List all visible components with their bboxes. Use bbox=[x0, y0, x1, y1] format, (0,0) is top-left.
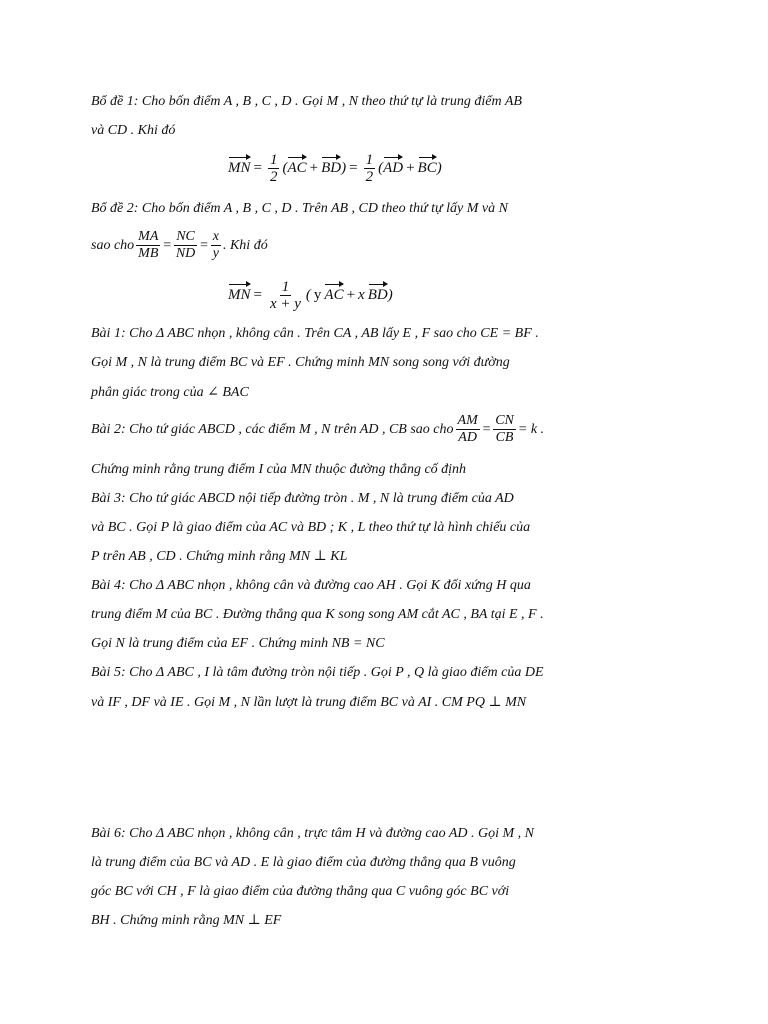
fraction-numerator: AM bbox=[457, 413, 478, 428]
lemma2-line2-pre: sao cho bbox=[91, 237, 135, 253]
bai1-line3: phân giác trong của ∠ BAC bbox=[91, 385, 249, 400]
vector-ac: AC bbox=[324, 287, 344, 303]
fraction-half bbox=[364, 152, 376, 185]
bai4-line3: Gọi N là trung điểm của EF . Chứng minh NB = NC bbox=[91, 636, 385, 651]
lemma1-line1: Bổ đề 1: Cho bốn điểm A , B , C , D . Gọi M , N theo thứ tự là trung điểm AB bbox=[91, 94, 522, 109]
bai1-line1: Bài 1: Cho Δ ABC nhọn , không cân . Trên CA , AB lấy E , F sao cho CE = BF . bbox=[91, 326, 539, 341]
lemma2-line2 bbox=[91, 229, 268, 262]
coefficient-y: y bbox=[313, 287, 322, 303]
bai2-line1-pre: Bài 2: Cho tứ giác ABCD , các điểm M , N trên AD , CB sao cho bbox=[91, 421, 454, 437]
fraction-numerator: x bbox=[212, 229, 219, 244]
lemma2-equation bbox=[228, 279, 393, 312]
fraction-denominator: 2 bbox=[269, 169, 278, 185]
paren-close: ) bbox=[387, 287, 393, 303]
fraction-denominator: y bbox=[212, 246, 219, 261]
paren-open: ( bbox=[305, 287, 311, 303]
fraction-ma-mb bbox=[136, 229, 160, 262]
equals-sign: = bbox=[162, 237, 172, 253]
fraction-one-over-x-plus-y bbox=[268, 279, 303, 312]
bai3-line2: và BC . Gọi P là giao điểm của AC và BD ; K , L theo thứ tự là hình chiếu của bbox=[91, 520, 531, 535]
vector-bd: BD bbox=[367, 287, 388, 303]
vector-ac: AC bbox=[287, 160, 307, 176]
bai3-line3: P trên AB , CD . Chứng minh rằng MN ⊥ KL bbox=[91, 549, 348, 564]
lemma2-line2-post: . Khi đó bbox=[222, 237, 268, 253]
vector-bc: BC bbox=[417, 160, 437, 176]
equals-sign: = bbox=[253, 287, 262, 303]
lemma1-equation bbox=[228, 152, 442, 185]
vector-mn: MN bbox=[228, 287, 251, 303]
fraction-denominator: CB bbox=[495, 430, 514, 445]
fraction-denominator: MB bbox=[138, 246, 159, 261]
plus-sign: + bbox=[346, 287, 356, 303]
fraction-denominator: AD bbox=[458, 430, 477, 445]
lemma1-line2: và CD . Khi đó bbox=[91, 123, 176, 138]
fraction-denominator: ND bbox=[175, 246, 196, 261]
vector-ad: AD bbox=[383, 160, 404, 176]
fraction-denominator: x + y bbox=[269, 296, 301, 312]
fraction-numerator: NC bbox=[176, 229, 195, 244]
vector-bd: BD bbox=[321, 160, 342, 176]
paren-open: ( bbox=[378, 160, 384, 176]
fraction-numerator: 1 bbox=[269, 152, 278, 168]
bai5-line2: và IF , DF và IE . Gọi M , N lần lượt là trung điểm BC và AI . CM PQ ⊥ MN bbox=[91, 695, 527, 710]
equals-sign: = bbox=[199, 237, 209, 253]
bai6-line4: BH . Chứng minh rằng MN ⊥ EF bbox=[91, 913, 282, 928]
fraction-nc-nd bbox=[174, 229, 197, 262]
equals-sign: = bbox=[481, 421, 492, 437]
paren-close: ) bbox=[341, 160, 347, 176]
bai4-line2: trung điểm M của BC . Đường thẳng qua K song song AM cắt AC , BA tại E , F . bbox=[91, 607, 544, 622]
fraction-numerator: CN bbox=[495, 413, 514, 428]
bai4-line1: Bài 4: Cho Δ ABC nhọn , không cân và đường cao AH . Gọi K đối xứng H qua bbox=[91, 578, 531, 593]
fraction-numerator: MA bbox=[138, 229, 159, 244]
coefficient-x: x bbox=[358, 287, 365, 303]
fraction-half bbox=[268, 152, 280, 185]
lemma2-line1: Bổ đề 2: Cho bốn điểm A , B , C , D . Trên AB , CD theo thứ tự lấy M và N bbox=[91, 201, 508, 216]
bai5-line1: Bài 5: Cho Δ ABC , I là tâm đường tròn nội tiếp . Gọi P , Q là giao điểm của DE bbox=[91, 665, 544, 680]
plus-sign: + bbox=[309, 160, 319, 176]
equals-sign: = bbox=[349, 160, 358, 176]
paren-close: ) bbox=[436, 160, 442, 176]
fraction-am-ad bbox=[456, 413, 480, 446]
bai6-line2: là trung điểm của BC và AD . E là giao điểm của đường thẳng qua B vuông bbox=[91, 855, 516, 870]
bai3-line1: Bài 3: Cho tứ giác ABCD nội tiếp đường tròn . M , N là trung điểm của AD bbox=[91, 491, 514, 506]
fraction-numerator: 1 bbox=[281, 279, 290, 295]
paren-open: ( bbox=[282, 160, 288, 176]
plus-sign: + bbox=[406, 160, 415, 176]
fraction-x-y bbox=[211, 229, 221, 262]
vector-mn: MN bbox=[228, 160, 251, 176]
bai6-line1: Bài 6: Cho Δ ABC nhọn , không cân , trực tâm H và đường cao AD . Gọi M , N bbox=[91, 826, 535, 841]
bai1-line2: Gọi M , N là trung điểm BC và EF . Chứng minh MN song song với đường bbox=[91, 355, 510, 370]
fraction-numerator: 1 bbox=[365, 152, 374, 168]
bai2-line1 bbox=[91, 413, 544, 446]
equals-sign: = bbox=[253, 160, 262, 176]
bai6-line3: góc BC với CH , F là giao điểm của đường thẳng qua C vuông góc BC với bbox=[91, 884, 510, 899]
bai2-line1-post: = k . bbox=[517, 421, 545, 437]
bai2-line2: Chứng minh rằng trung điểm I của MN thuộc đường thẳng cố định bbox=[91, 462, 467, 477]
fraction-cn-cb bbox=[493, 413, 516, 446]
fraction-denominator: 2 bbox=[365, 169, 374, 185]
